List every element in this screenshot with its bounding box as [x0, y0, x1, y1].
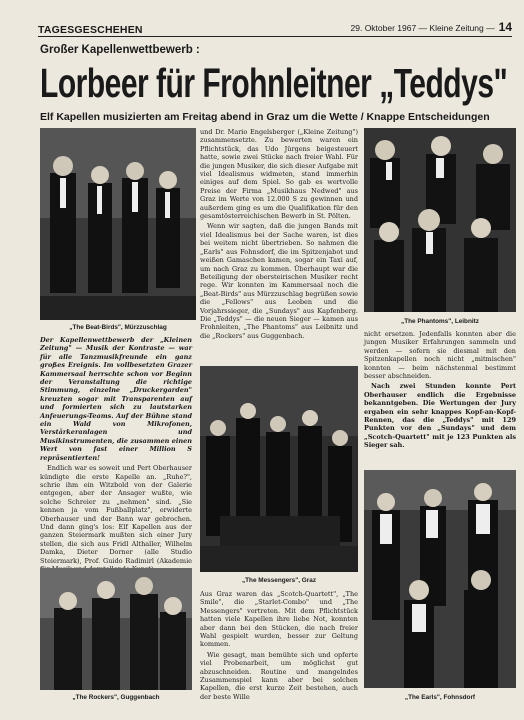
photo-messengers-image [200, 366, 358, 572]
photo-phantoms [364, 128, 516, 312]
photo-phantoms-image [364, 128, 516, 312]
photo-rockers-image [40, 568, 192, 690]
caption-messengers: „The Messengers", Graz [241, 577, 317, 584]
column-1 [40, 336, 192, 565]
page-number: 14 [498, 20, 512, 34]
article-headline: Lorbeer für Frohnleitner „Teddys" [40, 61, 508, 107]
photo-earls [364, 470, 516, 688]
paragraph: Endlich war es soweit und Pert Oberhauser kündigte die erste Kapelle an. „Ruhe?", schrie ihm ein Witzbold von der Galerie entgegen, aber der Ansager wußte, wie solche Schreier zu „nehmen" sind. „Sie kennen ja vom Fußballplatz", erwiderte Oberhauser und der Bann war gebrochen. Und dann ging's los: Elf Kapellen aus der ganzen Steiermark mußten sich einer Jury stellen, die sich aus Fridl Althaller, Wilhelm Damka, Dieter Dorner (alle Studio Steiermark), Prof. Guido Radimirl (Akademie [40, 464, 192, 565]
caption-rockers: „The Rockers", Guggenbach [72, 694, 160, 701]
photo-messengers [200, 366, 358, 572]
photo-beat-birds-image [40, 128, 196, 320]
caption-beat-birds: „The Beat-Birds", Mürzzuschlag [69, 324, 167, 331]
section-name: TAGESGESCHEHEN [38, 24, 143, 36]
photo-rockers [40, 568, 192, 690]
header-right [351, 18, 512, 36]
article-kicker: Großer Kapellenwettbewerb : [40, 44, 200, 56]
caption-phantoms: „The Phantoms", Leibnitz [401, 318, 479, 325]
column-3 [364, 330, 516, 470]
photo-earls-image [364, 470, 516, 688]
paragraph: Nach zwei Stunden konnte Pert Oberhauser endlich die Ergebnisse bekanntgeben. Die Wertungen der Jury ergaben ein sehr knappes Kopf-an-Kopf-Rennen, das die „Teddys" mit 129 Punkten vor den „Sundays" und dem „Scotch-Quartett" mit je 123 Punkten als Sieger sah. [364, 382, 516, 450]
paragraph: Wie gesagt, man bemühte sich und opferte viel Probenarbeit, um möglichst gut abzuschneiden. Routine und mangelndes Zusammenspiel kann aber bei solchen Kapellen, die erst kurze Zeit bestehen, auch der beste Wille [200, 650, 358, 701]
column-2-bottom [200, 590, 358, 712]
paragraph: Wenn wir sagten, daß die jungen Bands mit viel Idealismus bei der Sache waren, ist dies bei weitem nicht übertrieben. So nahmen die „Earls" aus Fohnsdorf, die im Spitzenjabot und weißen Gamaschen kamen, sogar ein Taxi auf, um nach Graz zu kommen. Überhaupt war die Beteiligung der obersteirischen Musiker recht rege. Wir konnten im Kammersaal noch die „Beat-Birds" aus Mürzzuschlag begrüßen sowie die „Fellows" aus Leoben und die Vorjahrssieger, die „Sundays" aus Kapfenberg. Die „Teddys" — die neuen Sieger — kamen aus Frohnleiten, „The Phantoms" aus Leibnitz und die „Rockers" aus Guggenbach. [200, 222, 358, 340]
lead-paragraph: Der Kapellenwettbewerb der „Kleinen Zeitung" — Musik der Kontraste — war für alle Tanzmusikfreunde ein ganz großes Ereignis. Im vollbesetzten Grazer Kammersaal herrschte schon vor Beginn der Veranstaltung die richtige Stimmung, einzelne „Druckergarden" kreuzten sogar mit Transparenten auf und formierten sich zu lautstarken Anfeuerungs-Teams. Auf der Bühne stand ein Wald von Mikrofonen, Verstärkeranlagen und Musikinstrumenten, die zusammen einen Wert von fast einer Million S repräsentierten! [40, 336, 192, 462]
paragraph: und Dr. Mario Engelsberger („Kleine Zeitung") zusammensetzte. Zu bewerten waren ein Pflichtstück, das Udo Jürgens beigesteuert hatte, sowie zwei Stücke nach freier Wahl. Für die jungen Musiker, die sich dieser Aufgabe mit viel Idealismus widmeten, stand immerhin einiges auf dem Spiel. So gab es wertvolle Preise der Firma „Musikhaus Nedwed" aus Graz im Werte von 12.000 S zu gewinnen und außerdem ging es um die Qualifikation für den gesamtösterreichischen Bewerb in St. Pölten. [200, 128, 358, 221]
date-line: 29. Oktober 1967 — Kleine Zeitung — [350, 23, 495, 33]
photo-beat-birds [40, 128, 196, 320]
paragraph: Aus Graz waren das „Scotch-Quartett", „The Smile", die „Starlet-Combo" und „The Messengers" vertreten. Mit dem Pflichtstück hatten viele Kapellen ihre liebe Not, konnten aber dann bei den Stücken, die nach freier Wahl gespielt wurden, besser zur Geltung kommen. [200, 590, 358, 649]
paragraph: nicht ersetzen. Jedenfalls konnten aber die jungen Musiker Erfahrungen sammeln und werden — sofern sie diesmal mit den Spitzenkapellen noch nicht „mitmischen" konnten — beim nächstenmal bestimmt besser abschneiden. [364, 330, 516, 381]
caption-earls: „The Earls", Fohnsdorf [404, 694, 476, 701]
column-2-top [200, 128, 358, 360]
page-header [38, 20, 512, 37]
article-subheadline: Elf Kapellen musizierten am Freitag abend in Graz um die Wette / Knappe Entscheidungen [40, 111, 490, 123]
